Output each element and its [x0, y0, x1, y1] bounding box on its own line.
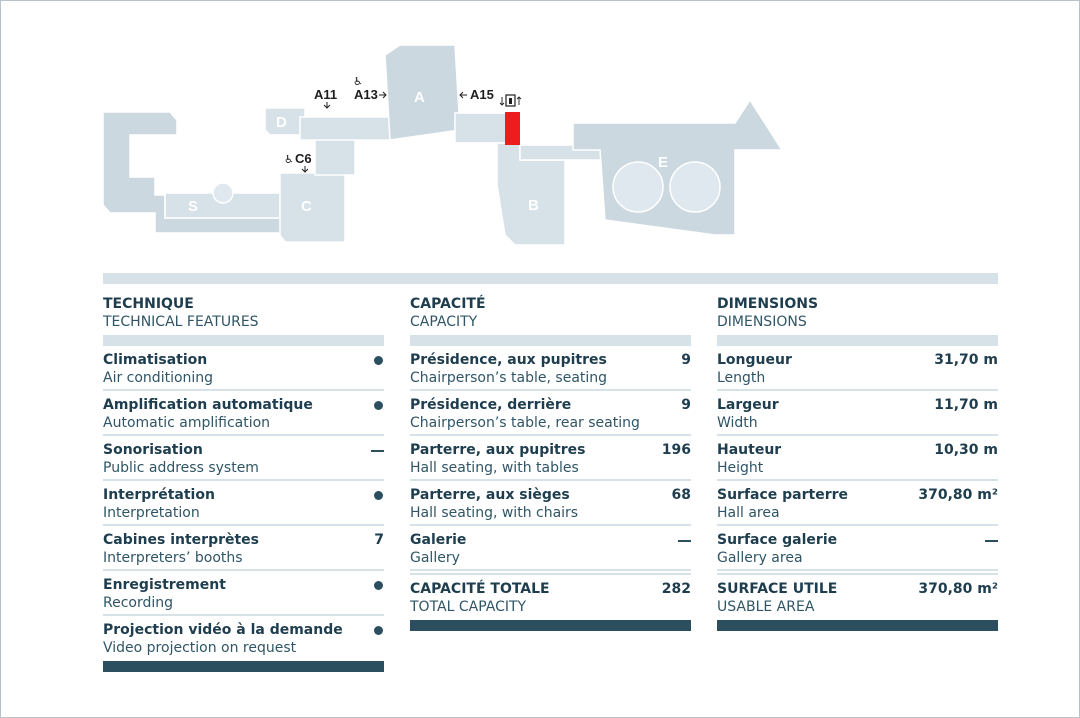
available-dot-icon: [374, 581, 383, 590]
header-divider: [103, 273, 998, 284]
block-label-a: A: [414, 89, 425, 106]
capacite-row-parterre-sieges: Parterre, aux sièges Hall seating, with chairs 68: [410, 481, 691, 526]
technique-divider: [103, 335, 384, 346]
technique-column: [103, 296, 384, 672]
dimensions-title-en: DIMENSIONS: [717, 314, 807, 330]
entrance-label-a11: A11: [314, 87, 338, 102]
technique-row-sonorisation: Sonorisation Public address system: [103, 436, 384, 481]
capacite-row-parterre-pupitres: Parterre, aux pupitres Hall seating, with tables 196: [410, 436, 691, 481]
dimensions-rows: [717, 346, 998, 620]
technique-title-fr: TECHNIQUE: [103, 296, 194, 312]
dimensions-row-largeur: Largeur Width 11,70 m: [717, 391, 998, 436]
arrow-icon: [324, 102, 330, 108]
dimensions-total-value: 370,80 m²: [918, 581, 998, 597]
building-floor-plan: [95, 35, 795, 255]
capacite-divider: [410, 335, 691, 346]
block-label-b: B: [528, 197, 539, 214]
not-available-dash-icon: [678, 540, 691, 542]
wheelchair-icon: ♿: [284, 153, 294, 166]
dome: [213, 183, 233, 203]
technique-footer-bar: [103, 661, 384, 672]
hall-circle-right: [670, 162, 720, 212]
available-dot-icon: [374, 626, 383, 635]
dimensions-title-fr: DIMENSIONS: [717, 296, 819, 312]
entrance-label-a15: A15: [470, 87, 494, 102]
capacite-column: [410, 296, 691, 631]
dimensions-row-hauteur: Hauteur Height 10,30 m: [717, 436, 998, 481]
capacite-title-en: CAPACITY: [410, 314, 478, 330]
highlighted-room: [505, 112, 520, 145]
not-available-dash-icon: [985, 540, 998, 542]
technique-row-projection: Projection vidéo à la demande Video projection on request: [103, 616, 384, 661]
capacite-title-fr: CAPACITÉ: [410, 296, 486, 312]
capacite-rows: [410, 346, 691, 620]
dimensions-row-surface-parterre: Surface parterre Hall area 370,80 m²: [717, 481, 998, 526]
technique-row-climatisation: Climatisation Air conditioning: [103, 346, 384, 391]
available-dot-icon: [374, 491, 383, 500]
capacite-total-value: 282: [661, 581, 691, 597]
technique-row-cabines: Cabines interprètes Interpreters’ booths 7: [103, 526, 384, 571]
dimensions-column: [717, 296, 998, 631]
technique-rows: [103, 346, 384, 661]
elevator-icon: [500, 95, 521, 106]
capacite-footer-bar: [410, 620, 691, 631]
block-label-d: D: [276, 114, 287, 131]
capacite-total-row: CAPACITÉ TOTALE TOTAL CAPACITY 282: [410, 573, 691, 620]
entrance-label-a13: A13: [354, 87, 378, 102]
technique-title-en: TECHNICAL FEATURES: [103, 314, 259, 330]
dimensions-header: [717, 296, 998, 332]
dimensions-row-surface-galerie: Surface galerie Gallery area: [717, 526, 998, 571]
capacite-row-presidence-derriere: Présidence, derrière Chairperson’s table, rear seating 9: [410, 391, 691, 436]
technique-row-enregistrement: Enregistrement Recording: [103, 571, 384, 616]
arrow-icon: [460, 92, 467, 98]
block-label-c: C: [301, 198, 312, 215]
technique-header: [103, 296, 384, 332]
entrance-label-c6: C6: [295, 151, 312, 166]
technique-row-interpretation: Interprétation Interpretation: [103, 481, 384, 526]
dimensions-total-row: SURFACE UTILE USABLE AREA 370,80 m²: [717, 573, 998, 620]
capacite-header: [410, 296, 691, 332]
cabines-value: 7: [374, 532, 384, 548]
available-dot-icon: [374, 401, 383, 410]
technique-row-amplification: Amplification automatique Automatic amplification: [103, 391, 384, 436]
not-available-dash-icon: [371, 450, 384, 452]
arrow-icon: [379, 92, 386, 98]
arrow-icon: [302, 166, 308, 172]
dimensions-divider: [717, 335, 998, 346]
dimensions-row-longueur: Longueur Length 31,70 m: [717, 346, 998, 391]
block-label-e: E: [658, 154, 669, 171]
hall-circle-left: [613, 162, 663, 212]
block-label-s: S: [188, 198, 199, 215]
capacite-row-presidence-pupitres: Présidence, aux pupitres Chairperson’s table, seating 9: [410, 346, 691, 391]
available-dot-icon: [374, 356, 383, 365]
wheelchair-icon: ♿: [353, 75, 363, 88]
capacite-row-galerie: Galerie Gallery: [410, 526, 691, 571]
dimensions-footer-bar: [717, 620, 998, 631]
